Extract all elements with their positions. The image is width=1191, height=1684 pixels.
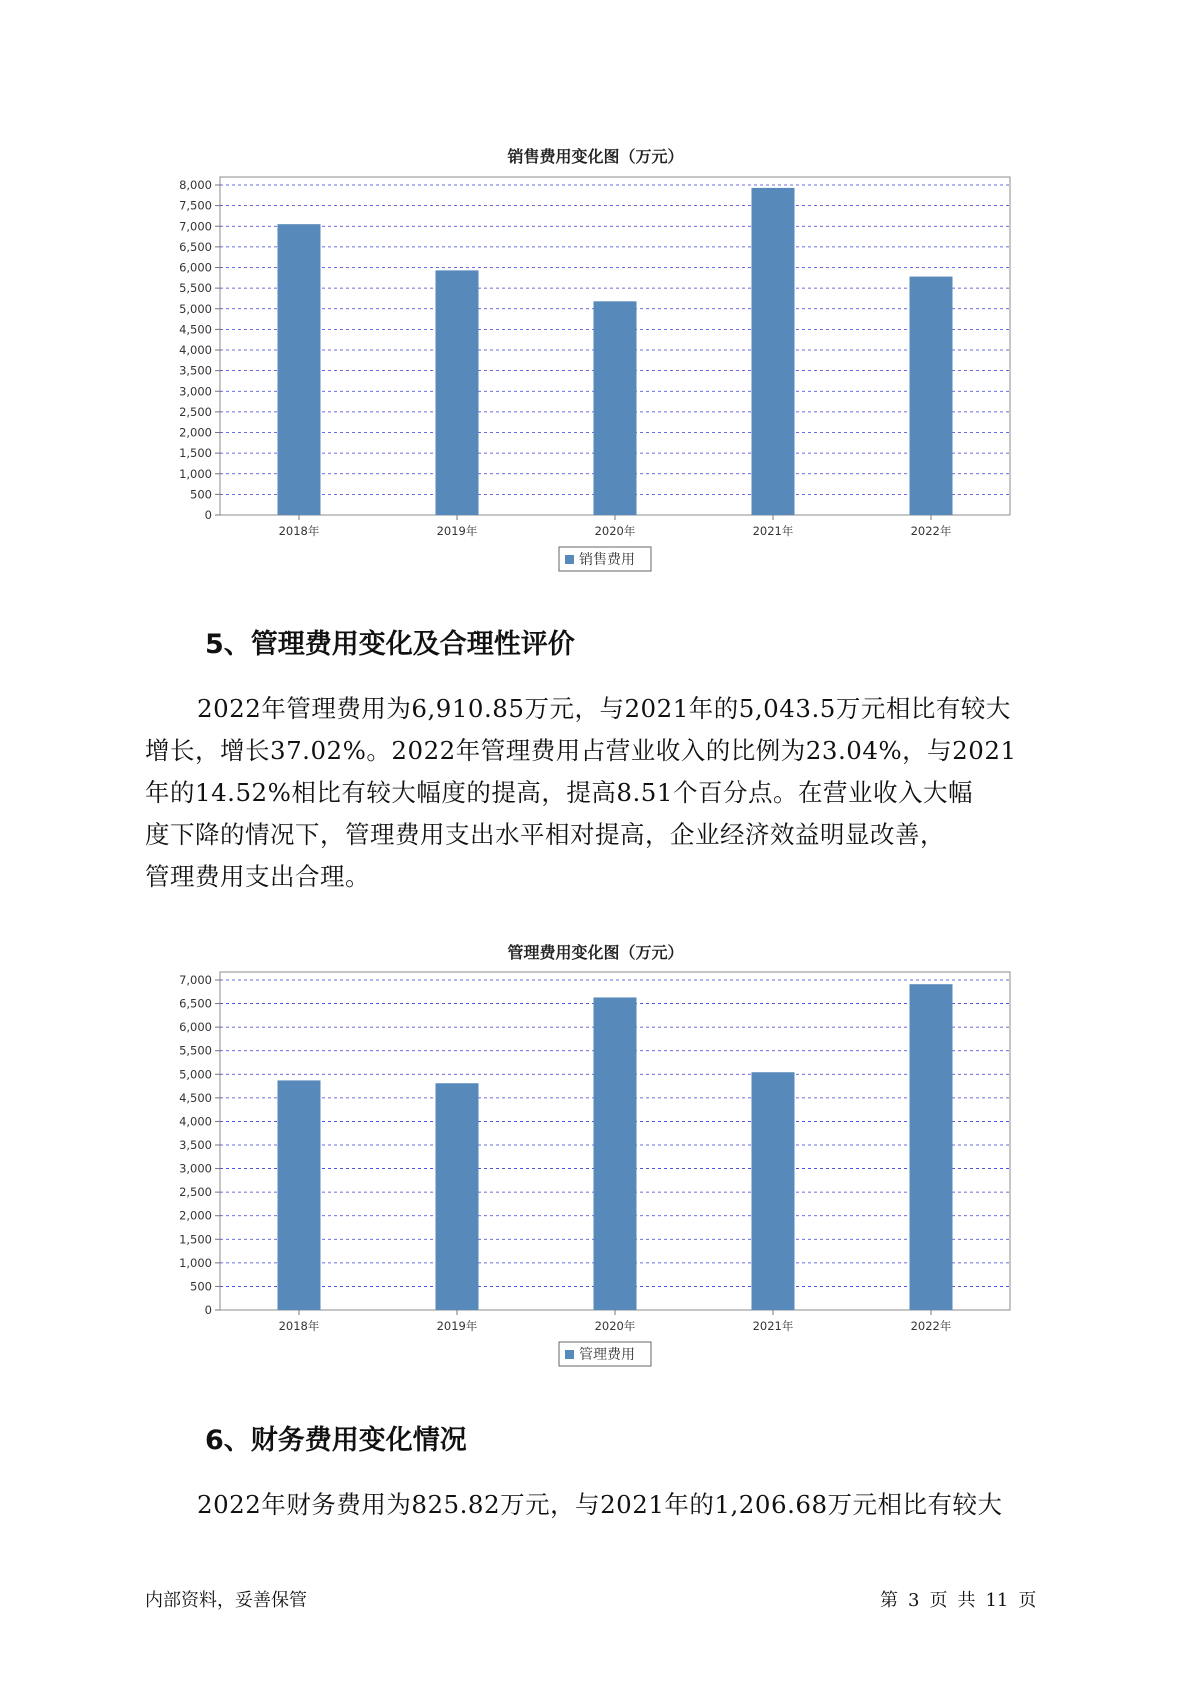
y-tick-label: 3,500	[179, 1138, 212, 1152]
y-tick-label: 5,500	[179, 281, 212, 296]
y-tick-label: 0	[204, 1303, 212, 1317]
y-tick-label: 2,000	[179, 425, 212, 440]
y-tick-label: 4,500	[179, 322, 212, 337]
bar	[594, 997, 637, 1310]
total-unit: 页	[1018, 1590, 1037, 1611]
y-tick-label: 3,000	[179, 1161, 212, 1176]
bar	[436, 270, 479, 515]
bar	[752, 188, 795, 515]
bar	[752, 1072, 795, 1310]
y-tick-label: 6,500	[179, 996, 212, 1011]
bar	[436, 1083, 479, 1310]
x-tick-label: 2022年	[910, 1319, 952, 1333]
admin-expense-chart	[0, 960, 1191, 1390]
admin-chart-title: 管理费用变化图（万元）	[507, 943, 684, 962]
page-prefix: 第	[880, 1590, 898, 1611]
y-tick-label: 7,500	[179, 198, 212, 213]
x-tick-label: 2021年	[752, 524, 794, 538]
x-tick-label: 2021年	[752, 1319, 794, 1333]
legend-label: 销售费用	[579, 552, 635, 568]
y-tick-label: 1,000	[179, 466, 212, 481]
bar	[910, 984, 953, 1310]
x-tick-label: 2019年	[436, 1319, 478, 1333]
y-tick-label: 5,000	[179, 1067, 212, 1082]
x-tick-label: 2018年	[278, 1319, 320, 1333]
y-tick-label: 6,500	[179, 239, 212, 254]
bar	[278, 1080, 321, 1310]
section-5-heading: 5、管理费用变化及合理性评价	[205, 629, 575, 660]
bar	[910, 277, 953, 515]
y-tick-label: 8,000	[179, 178, 212, 192]
paragraph-line: 增长，增长37.02%。2022年管理费用占营业收入的比例为23.04%，与2021	[145, 736, 1017, 765]
section-5-paragraph	[145, 688, 1045, 898]
y-tick-label: 2,500	[179, 404, 212, 419]
bar	[594, 301, 637, 515]
legend-swatch	[565, 555, 574, 564]
paragraph-line: 度下降的情况下，管理费用支出水平相对提高，企业经济效益明显改善，	[145, 820, 945, 849]
paragraph-line: 2022年管理费用为6,910.85万元，与2021年的5,043.5万元相比有较大	[197, 694, 1011, 723]
y-tick-label: 2,000	[179, 1208, 212, 1223]
y-tick-label: 1,500	[179, 446, 212, 461]
page-unit: 页	[929, 1590, 948, 1611]
legend-label: 管理费用	[579, 1347, 635, 1363]
confidential-note: 内部资料，妥善保管	[145, 1590, 307, 1611]
y-tick-label: 0	[204, 508, 212, 522]
paragraph-line: 管理费用支出合理。	[145, 862, 370, 891]
y-tick-label: 1,500	[179, 1232, 212, 1247]
sales-chart-title: 销售费用变化图（万元）	[507, 147, 684, 166]
paragraph-line: 2022年财务费用为825.82万元，与2021年的1,206.68万元相比有较大	[197, 1490, 1003, 1519]
page-number: 3	[908, 1590, 920, 1611]
y-tick-label: 4,500	[179, 1090, 212, 1105]
y-tick-label: 7,000	[179, 973, 212, 987]
section-6-paragraph	[145, 1484, 1045, 1526]
y-tick-label: 3,500	[179, 363, 212, 378]
y-tick-label: 3,000	[179, 384, 212, 399]
y-tick-label: 5,000	[179, 301, 212, 316]
total-pages: 11	[985, 1590, 1009, 1611]
y-tick-label: 2,500	[179, 1185, 212, 1200]
paragraph-line: 年的14.52%相比有较大幅度的提高，提高8.51个百分点。在营业收入大幅	[145, 778, 973, 807]
y-tick-label: 1,000	[179, 1255, 212, 1270]
y-tick-label: 4,000	[179, 343, 212, 357]
page-indicator	[880, 1586, 1046, 1612]
legend-swatch	[565, 1350, 574, 1359]
x-tick-label: 2020年	[594, 524, 636, 538]
total-prefix: 共	[957, 1590, 976, 1611]
bar	[278, 224, 321, 515]
y-tick-label: 6,000	[179, 1020, 212, 1035]
sales-expense-chart	[0, 165, 1191, 595]
y-tick-label: 6,000	[179, 260, 212, 275]
y-tick-label: 5,500	[179, 1043, 212, 1058]
y-tick-label: 4,000	[179, 1114, 212, 1129]
y-tick-label: 7,000	[179, 219, 212, 234]
y-tick-label: 500	[190, 487, 212, 502]
section-6-heading: 6、财务费用变化情况	[205, 1425, 467, 1456]
y-tick-label: 500	[190, 1279, 212, 1294]
x-tick-label: 2018年	[278, 524, 320, 538]
x-tick-label: 2022年	[910, 524, 952, 538]
x-tick-label: 2020年	[594, 1319, 636, 1333]
x-tick-label: 2019年	[436, 524, 478, 538]
